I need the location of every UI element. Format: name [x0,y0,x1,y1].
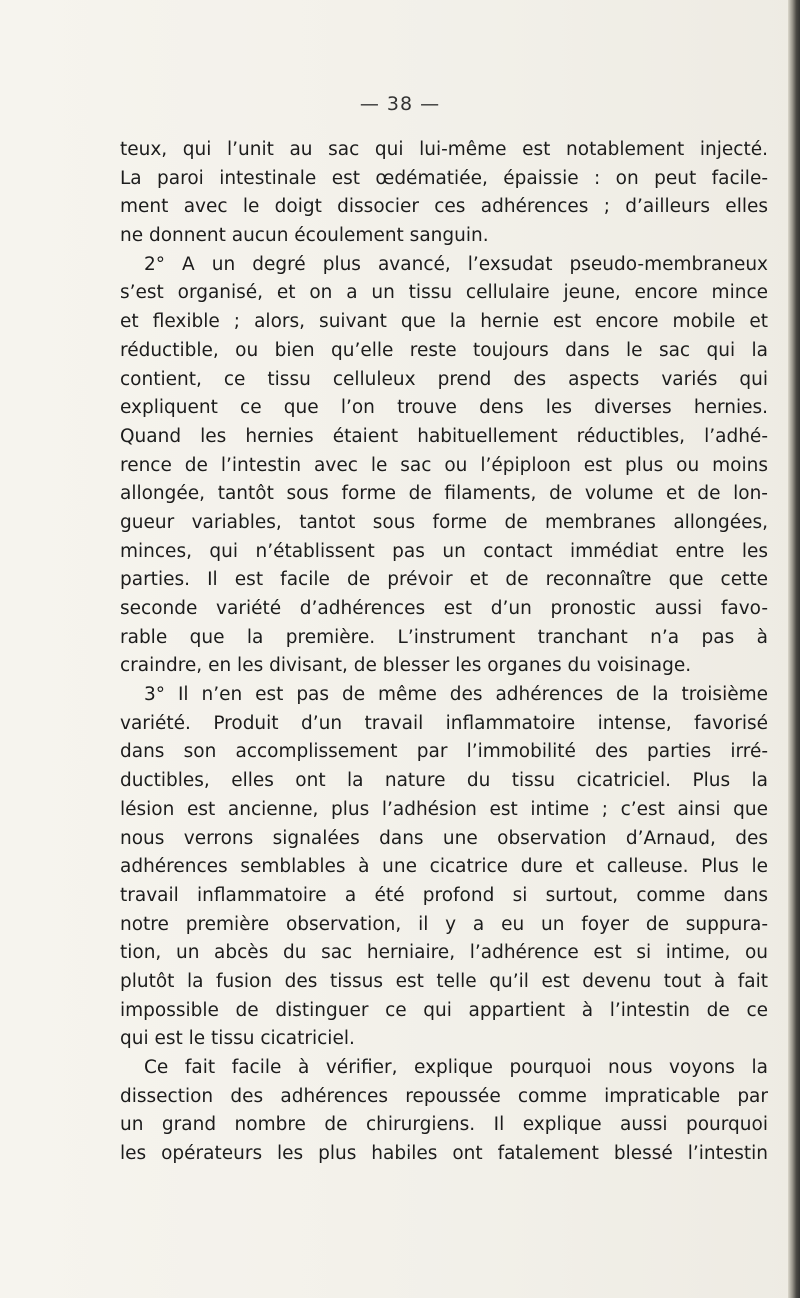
text-line: notre première observation, il y a eu un foyer de suppura- [120,913,768,935]
text-line: lésion est ancienne, plus l’adhésion est intime ; c’est ainsi que [120,798,768,820]
text-line: travail inflammatoire a été profond si surtout, comme dans [120,884,768,906]
text-line: plutôt la fusion des tissus est telle qu’il est devenu tout à fait [120,970,768,992]
text-line: tion, un abcès du sac herniaire, l’adhérence est si intime, ou [120,942,768,964]
body-text [120,136,768,1169]
text-line: ne donnent aucun écoulement sanguin. [120,225,489,247]
text-line: parties. Il est facile de prévoir et de reconnaître que cette [120,569,768,591]
text-line: 2° A un degré plus avancé, l’exsudat pseudo-membraneux [144,253,768,275]
text-line: réductible, ou bien qu’elle reste toujours dans le sac qui la [120,339,768,361]
text-line: et flexible ; alors, suivant que la hernie est encore mobile et [120,311,768,333]
text-line: minces, qui n’établissent pas un contact immédiat entre les [120,540,768,562]
text-line: allongée, tantôt sous forme de filaments, de volume et de lon- [120,483,768,505]
text-line: ment avec le doigt dissocier ces adhérences ; d’ailleurs elles [120,196,768,218]
text-line: seconde variété d’adhérences est d’un pronostic aussi favo- [120,598,768,619]
text-line: rable que la première. L’instrument tranchant n’a pas à [120,626,768,648]
text-line: impossible de distinguer ce qui appartient à l’intestin de ce [120,999,768,1021]
page-edge-shadow [788,0,800,1298]
text-line: dans son accomplissement par l’immobilité des parties irré- [120,741,768,763]
text-line: qui est le tissu cicatriciel. [120,1028,355,1050]
text-line: variété. Produit d’un travail inflammatoire intense, favorisé [120,712,768,734]
text-line: teux, qui l’unit au sac qui lui-même est notablement injecté. [120,139,768,160]
text-line: les opérateurs les plus habiles ont fatalement blessé l’intestin [120,1143,768,1165]
text-line: rence de l’intestin avec le sac ou l’épiploon est plus ou moins [120,454,768,476]
text-line: craindre, en les divisant, de blesser les organes du voisinage. [120,655,692,677]
text-line: dissection des adhérences repoussée comme impraticable par [120,1085,768,1107]
text-line: expliquent ce que l’on trouve dens les diverses hernies. [120,397,768,419]
text-line: un grand nombre de chirurgiens. Il explique aussi pourquoi [120,1114,768,1136]
text-line: La paroi intestinale est œdématiée, épaissie : on peut facile- [120,167,768,189]
text-line: contient, ce tissu celluleux prend des aspects variés qui [120,368,768,390]
text-line: 3° Il n’en est pas de même des adhérences de la troisième [144,684,768,706]
text-line: s’est organisé, et on a un tissu cellulaire jeune, encore mince [120,282,768,304]
text-line: gueur variables, tantot sous forme de membranes allongées, [120,511,768,533]
text-line: adhérences semblables à une cicatrice dure et calleuse. Plus le [120,856,768,878]
text-line: Ce fait facile à vérifier, explique pourquoi nous voyons la [144,1057,768,1078]
text-line: Quand les hernies étaient habituellement réductibles, l’adhé- [120,425,768,447]
text-line: nous verrons signalées dans une observation d’Arnaud, des [120,827,768,849]
text-line: ductibles, elles ont la nature du tissu cicatriciel. Plus la [120,770,768,792]
page-number: — 38 — [359,93,441,115]
